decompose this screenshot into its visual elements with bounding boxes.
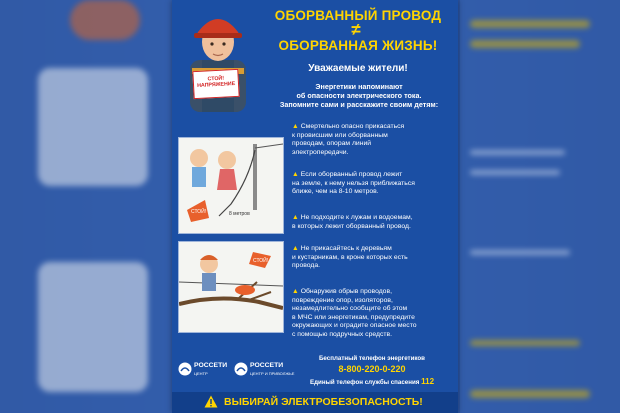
safety-tip-3: ▲ Не подходите к лужам и водоемам, в которых лежит оборванный провод. xyxy=(292,214,413,230)
energy-hotline-number: 8-800-220-0-220 xyxy=(338,364,406,374)
illustration-top-drawing xyxy=(179,138,283,233)
rosseti-logo-icon xyxy=(178,362,192,376)
background-blurred-text xyxy=(470,40,580,48)
logo-name-2: РОССЕТИ xyxy=(250,362,284,369)
poster-title-line2: ОБОРВАННАЯ ЖИЗНЬ! xyxy=(278,38,438,53)
greeting: Уважаемые жители! xyxy=(308,63,408,74)
rosseti-logo-icon xyxy=(234,362,248,376)
safety-poster xyxy=(172,0,458,413)
rescue-number: 112 xyxy=(421,377,435,386)
illustration-boy-in-tree xyxy=(178,241,284,333)
background-right-panel xyxy=(460,0,620,413)
background-blurred-text xyxy=(470,250,570,255)
warning-sign-text: СТОЙ! НАПРЯЖЕНИЕ xyxy=(196,75,236,89)
rescue-service xyxy=(290,377,454,386)
background-blurred-text xyxy=(470,340,580,346)
warning-triangle-icon: ▲ xyxy=(292,288,299,295)
safety-tip-4: ▲ Не прикасайтесь к деревьям и кустарникам, в кроне которых есть провода. xyxy=(292,245,408,270)
logo-name-1: РОССЕТИ xyxy=(194,362,228,369)
logo-sub-2: ЦЕНТР И ПРИВОЛЖЬЕ xyxy=(250,371,295,376)
intro-text: Энергетики напоминают об опасности электрического тока. Запомните сами и расскажите своим детям: xyxy=(279,82,439,110)
warning-triangle-icon xyxy=(204,395,218,408)
background-blurred-worker xyxy=(70,0,140,40)
distance-label: 8 метров xyxy=(229,211,250,217)
poster-title-line1: ОБОРВАННЫЙ ПРОВОД xyxy=(274,8,442,23)
illustration-top-stop-label: СТОЙ! xyxy=(191,209,207,215)
illustration-bottom-drawing xyxy=(179,242,283,332)
rescue-label: Единый телефон службы спасения xyxy=(309,379,420,386)
warning-triangle-icon: ▲ xyxy=(292,171,299,178)
warning-triangle-icon: ▲ xyxy=(292,123,299,130)
warning-triangle-icon: ▲ xyxy=(292,245,299,252)
illustration-children-near-wire xyxy=(178,137,284,234)
logo-sub-1: ЦЕНТР xyxy=(194,371,208,376)
safety-tip-5: ▲ Обнаружив обрыв проводов, повреждение опор, изоляторов, незамедлительно сообщите об этом в МЧС или энергетикам, предупредите окружающих и оградите опасное место с помощью подручных средств. xyxy=(292,288,417,338)
not-equal-sign: ≠ xyxy=(351,20,361,39)
safety-tip-1: ▲ Смертельно опасно прикасаться к провисшим или оборванным проводам, опорам линий электропередачи. xyxy=(292,123,405,156)
background-blurred-illustration xyxy=(38,68,148,186)
warning-triangle-icon: ▲ xyxy=(292,214,299,221)
energy-hotline-label: Бесплатный телефон энергетиков xyxy=(318,355,425,362)
background-blurred-text xyxy=(470,390,590,398)
background-blurred-text xyxy=(470,150,565,155)
safety-tip-2: ▲ Если оборванный провод лежит на земле, к нему нельзя приближаться ближе, чем на 8-10 метров. xyxy=(292,171,415,196)
illustration-bottom-stop-label: СТОЙ! xyxy=(253,258,269,264)
footer-slogan: ВЫБИРАЙ ЭЛЕКТРОБЕЗОПАСНОСТЬ! xyxy=(224,396,423,408)
background-blurred-text xyxy=(470,20,590,28)
background-blurred-illustration xyxy=(38,262,148,392)
background-blurred-text xyxy=(470,170,560,175)
